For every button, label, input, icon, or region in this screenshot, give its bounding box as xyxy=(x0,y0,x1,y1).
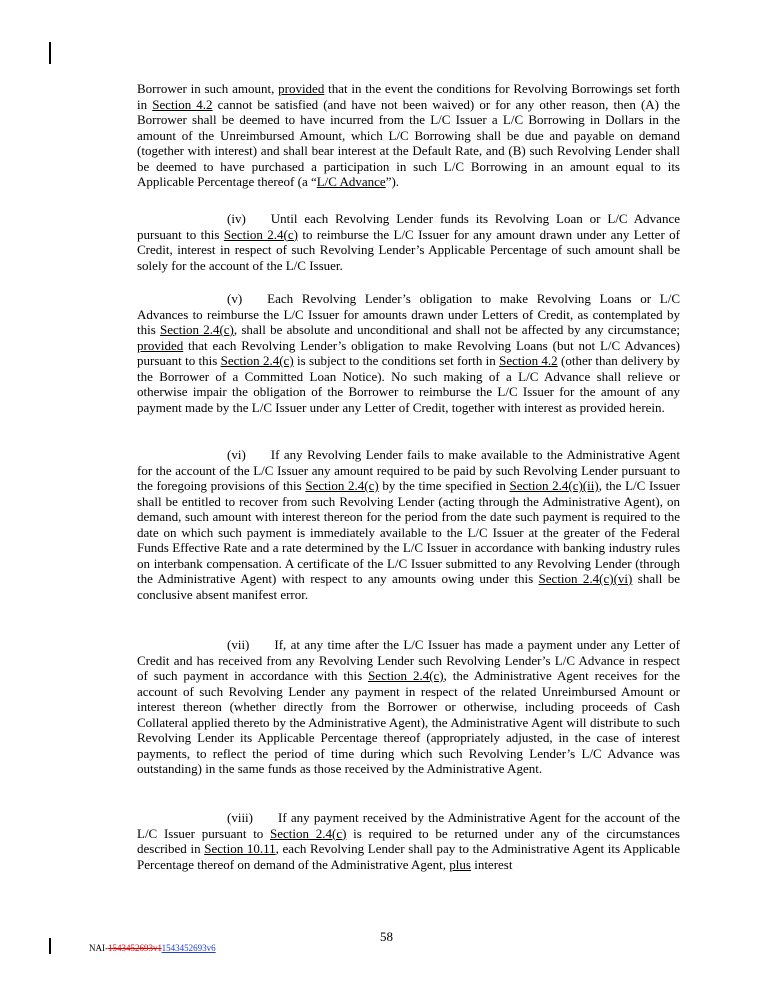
paragraph-number: (vii) xyxy=(227,637,250,652)
text-run: , shall be absolute and unconditional and shall not be affected by any circumstance; xyxy=(233,322,681,337)
text-run: , each Revolving Lender shall pay to the Administrative Agent its Applicable Percentage thereof on demand of the Administrative Agent, xyxy=(137,841,681,872)
text-run: is subject to the conditions set forth in xyxy=(293,353,500,368)
paragraph-vi xyxy=(137,447,680,602)
section-reference: Section 2.4(c)(vi) xyxy=(538,571,633,586)
text-run: that each Revolving Lender’s obligation to make Revolving Loans (but not L/C Advances) pursuant to this xyxy=(137,337,680,368)
section-reference: Section 10.11 xyxy=(204,841,276,856)
text-run: that in the event the conditions for Revolving Borrowings set forth in xyxy=(137,81,680,112)
text-run: shall be conclusive absent manifest error. xyxy=(137,571,680,602)
paragraph-number: (viii) xyxy=(227,810,253,825)
section-reference: Section 4.2 xyxy=(152,96,213,112)
text-run: interest xyxy=(470,856,513,872)
text-run: , the L/C Issuer shall be entitled to recover from such Revolving Lender (acting through the Administrative Agent), on demand, such amount with interest thereon for the period from the date such payment is required to the date on which such payment is immediately available to the L/C Issuer at the greater of the Federal Funds Effective Rate and a rate determined by the L/C Issuer in accordance with banking industry rules on interbank compensation. A certificate of the L/C Issuer submitted to any Revolving Lender (through the Administrative Agent) with respect to any amounts owing under this xyxy=(137,478,680,586)
text-run: Each Revolving Lender’s obligation to make Revolving Loans or L/C Advances to reimburse the L/C Issuer for amounts drawn under Letters of Credit, as contemplated by this xyxy=(137,291,680,337)
section-reference: Section 2.4(c) xyxy=(220,353,294,368)
change-bar-top xyxy=(49,42,51,64)
doc-id-deleted: 1543452693v1 xyxy=(108,943,162,953)
text-run: Borrower in such amount, xyxy=(137,81,279,96)
defined-term: L/C Advance xyxy=(316,174,386,189)
text-run: Until each Revolving Lender funds its Revolving Loan or L/C Advance pursuant to this xyxy=(137,211,680,242)
paragraph-number: (iv) xyxy=(227,211,246,226)
section-reference: Section 2.4(c) xyxy=(270,825,347,841)
doc-id-inserted: 1543452693v6 xyxy=(161,943,216,953)
text-run: cannot be satisfied (and have not been waived) or for any other reason, then (A) the Borrower shall be deemed to have incurred from the L/C Issuer a L/C Borrowing in Dollars in the amount of the Unreimbursed Amount, which L/C Borrowing shall be due and payable on demand (together with interest) and shall bear interest at the Default Rate, and (B) such Revolving Lender shall be deemed to have purchased a participation in such L/C Borrowing in an amount equal to its Applicable Percentage thereof (a “ xyxy=(137,96,680,189)
section-reference: Section 2.4(c) xyxy=(305,478,379,493)
provided-term: provided xyxy=(137,337,184,353)
text-run: , the Administrative Agent receives for the account of such Revolving Lender any payment in respect of the related Unreimbursed Amount or interest thereon (whether directly from the Borrower or otherwise, including proceeds of Cash Collateral applied thereto by the Administrative Agent), the Administrative Agent will distribute to such Revolving Lender its Applicable Percentage thereof (appropriately adjusted, in the case of interest payments, to reflect the period of time during which such Revolving Lender’s L/C Advance was outstanding) in the same funds as those received by the Administrative Agent. xyxy=(137,668,680,776)
text-run: to reimburse the L/C Issuer for any amount drawn under any Letter of Credit, interest in respect of such Revolving Lender’s Applicable Percentage of such amount shall be solely for the account of the L/C Issuer. xyxy=(137,226,680,273)
paragraph-iv xyxy=(137,211,680,273)
doc-id-prefix: NAI- xyxy=(89,943,108,953)
paragraph-v xyxy=(137,291,680,415)
paragraph-continuation xyxy=(137,81,680,190)
section-reference: Section 2.4(c)(ii) xyxy=(509,478,599,493)
text-run: (other than delivery by the Borrower of a Committed Loan Notice). No such making of a L/C Advance shall relieve or otherwise impair the obligation of the Borrower to reimburse the L/C Issuer for the amount of any payment made by the L/C Issuer under any Letter of Credit, together with interest as provided herein. xyxy=(137,353,680,415)
text-run: If any payment received by the Administrative Agent for the account of the L/C Issuer pursuant to xyxy=(137,810,680,841)
plus-term: plus xyxy=(449,856,471,872)
paragraph-vii xyxy=(137,637,680,777)
page-number: 58 xyxy=(380,929,393,944)
section-reference: Section 2.4(c) xyxy=(368,668,444,683)
document-id xyxy=(89,943,216,953)
text-run: by the time specified in xyxy=(378,478,510,493)
paragraph-viii xyxy=(137,810,680,872)
text-run: ”). xyxy=(385,174,400,189)
text-run: is required to be returned under any of the circumstances described in xyxy=(137,825,680,856)
paragraph-number: (v) xyxy=(227,291,243,306)
text-run: If, at any time after the L/C Issuer has made a payment under any Letter of Credit and has received from any Revolving Lender such Revolving Lender’s L/C Advance in respect of such payment in accordance with this xyxy=(137,637,680,683)
section-reference: Section 4.2 xyxy=(499,353,558,368)
change-bar-bottom xyxy=(49,938,51,954)
paragraph-number: (vi) xyxy=(227,447,246,462)
text-run: If any Revolving Lender fails to make available to the Administrative Agent for the account of the L/C Issuer any amount required to be paid by such Revolving Lender pursuant to the foregoing provisions of this xyxy=(137,447,680,493)
provided-term: provided xyxy=(278,81,325,96)
section-reference: Section 2.4(c) xyxy=(223,226,298,242)
section-reference: Section 2.4(c) xyxy=(160,322,234,337)
